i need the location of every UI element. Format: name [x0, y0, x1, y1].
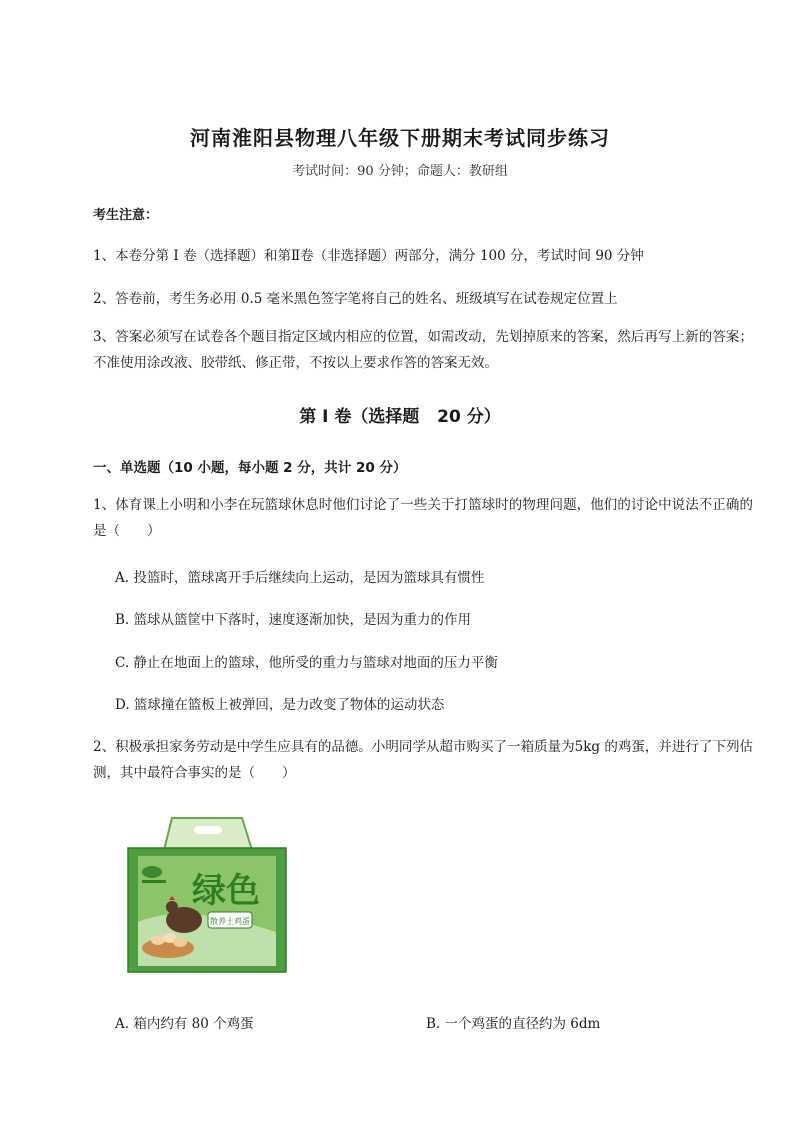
exam-subtitle: 考试时间：90 分钟；命题人：教研组 [292, 164, 508, 179]
section-title: 第 I 卷（选择题 20 分） [299, 407, 501, 427]
question-2-stem: 2、积极承担家务劳动是中学生应具有的品德。小明同学从超市购买了一箱质量为5kg 的鸡蛋，并进行了下列估测，其中最符合事实的是（ ） [93, 739, 753, 781]
question-2-option-b: B. 一个鸡蛋的直径约为 6dm [426, 1016, 601, 1032]
question-1-option-c: C. 静止在地面上的篮球，他所受的重力与篮球对地面的压力平衡 [115, 655, 498, 671]
question-2-option-a: A. 箱内约有 80 个鸡蛋 [115, 1016, 254, 1032]
question-1-option-d: D. 篮球撞在篮板上被弹回，是力改变了物体的运动状态 [115, 697, 445, 713]
exam-title: 河南淮阳县物理八年级下册期末考试同步练习 [190, 126, 610, 150]
box-brand-text: 绿色 [192, 871, 260, 911]
notice-heading: 考生注意： [93, 208, 159, 223]
question-1-option-b: B. 篮球从篮筐中下落时，速度逐渐加快，是因为重力的作用 [115, 612, 472, 628]
box-small-text: 散养土鸡蛋 [210, 917, 250, 926]
notice-item-2: 2、答卷前，考生务必用 0.5 毫米黑色签字笔将自己的姓名、班级填写在试卷规定位置上 [93, 291, 618, 307]
notice-item-3: 3、答案必须写在试卷各个题目指定区域内相应的位置，如需改动，先划掉原来的答案，然后再写上新的答案；不准使用涂改液、胶带纸、修正带，不按以上要求作答的答案无效。 [93, 329, 753, 371]
question-1-stem: 1、体育课上小明和小李在玩篮球休息时他们讨论了一些关于打篮球时的物理问题，他们的讨论中说法不正确的是（ ） [93, 497, 753, 539]
question-1-option-a: A. 投篮时，篮球离开手后继续向上运动，是因为篮球具有惯性 [115, 570, 485, 586]
notice-item-1: 1、本卷分第 I 卷（选择题）和第Ⅱ卷（非选择题）两部分，满分 100 分，考试时间 90 分钟 [93, 248, 644, 264]
part-heading: 一、单选题（10 小题，每小题 2 分，共计 20 分） [93, 460, 407, 476]
egg-box-image [124, 812, 290, 978]
